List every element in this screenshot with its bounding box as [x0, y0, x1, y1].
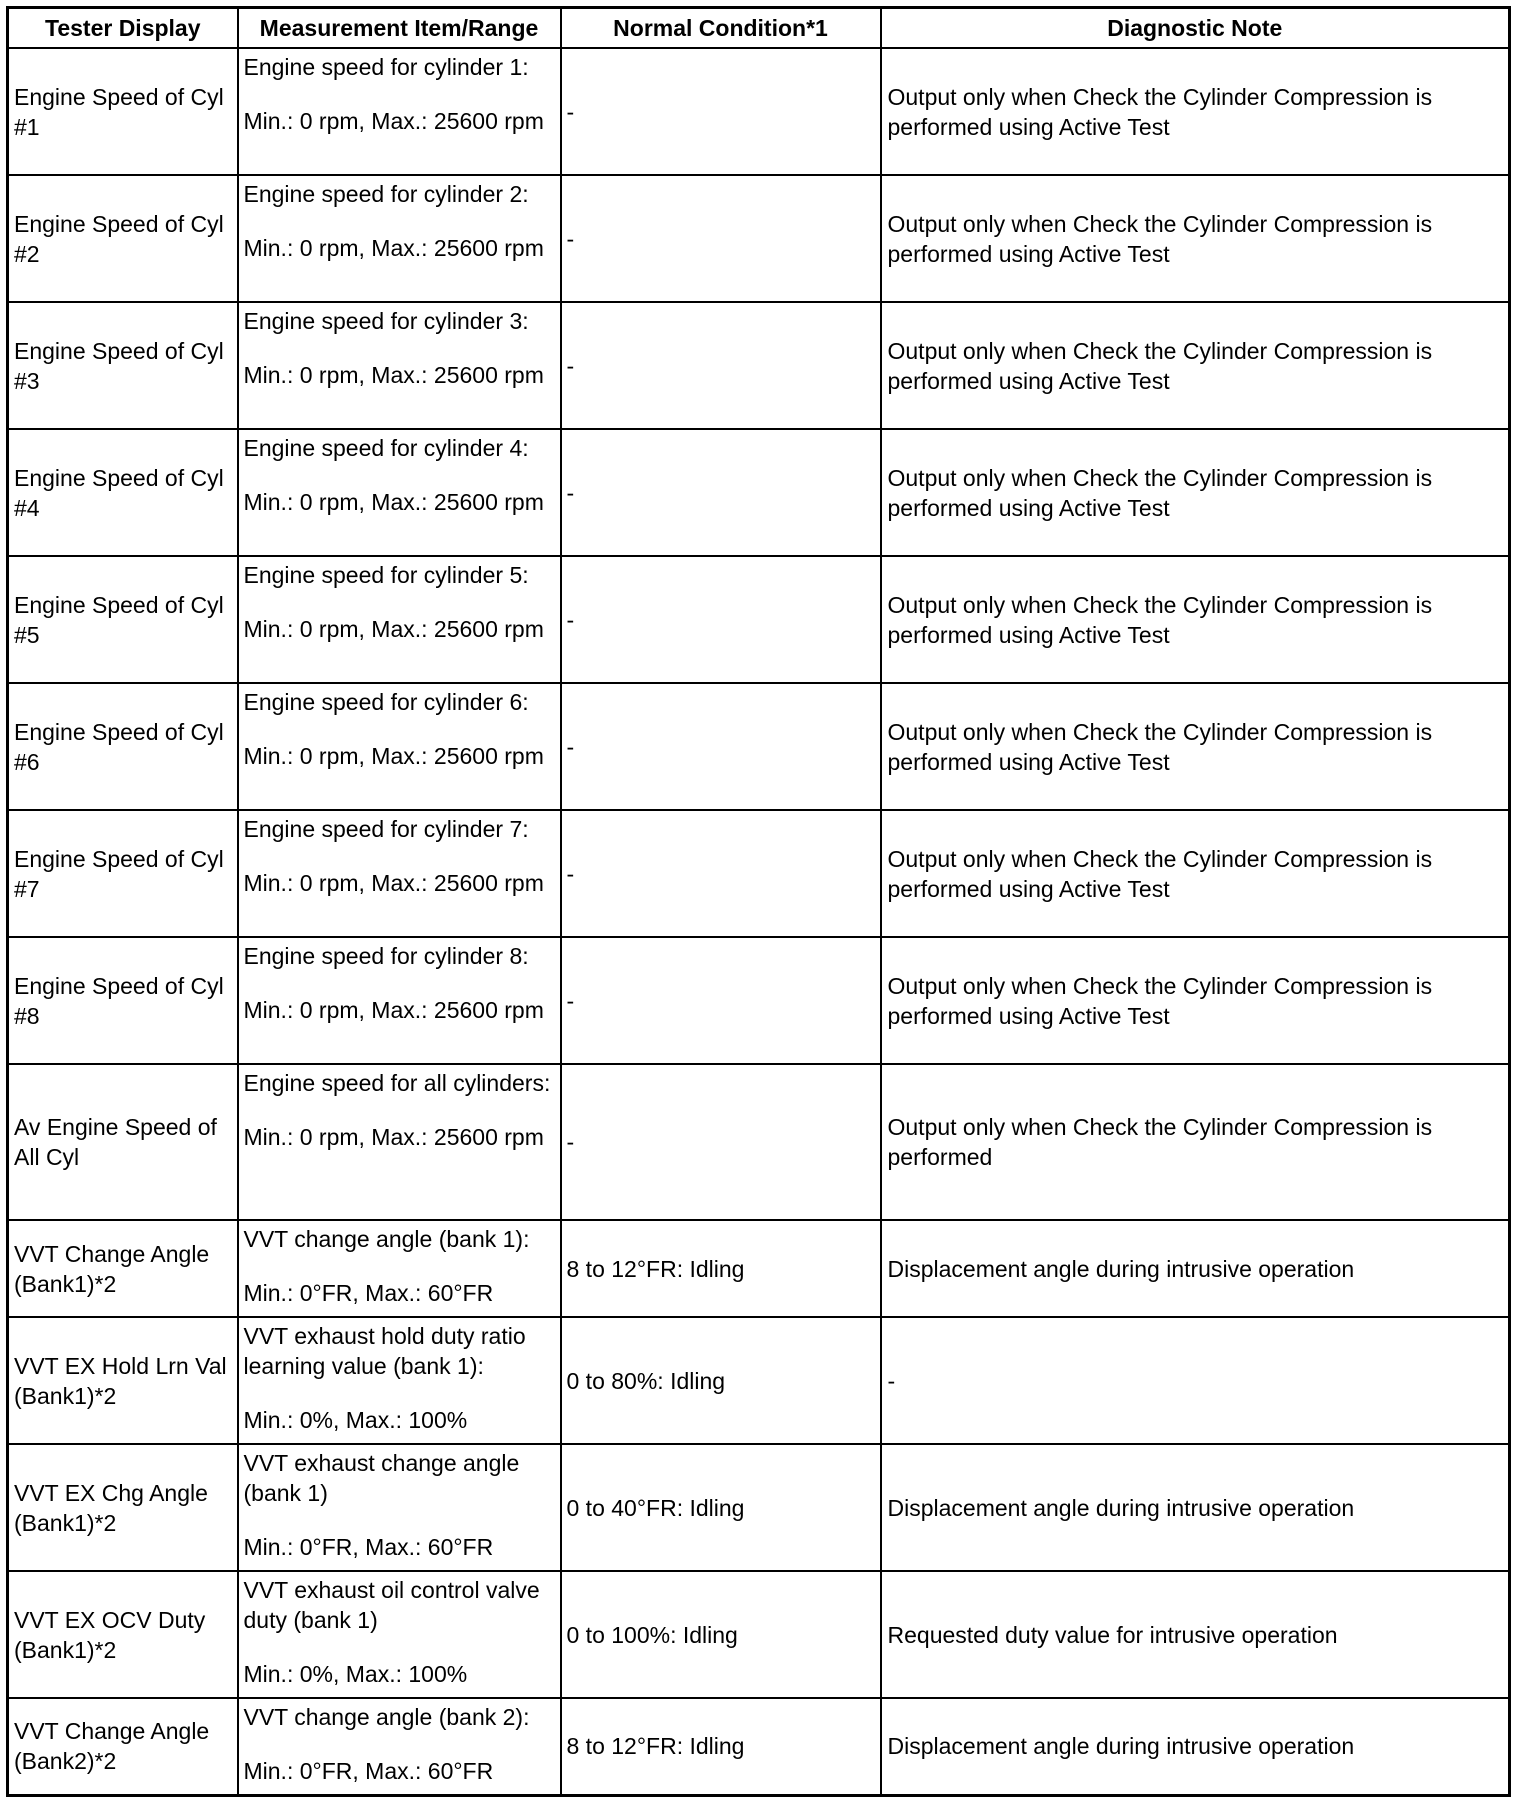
normal-condition-cell: -: [561, 175, 881, 302]
tester-display-cell: VVT EX Hold Lrn Val (Bank1)*2: [8, 1317, 238, 1444]
normal-condition-cell: -: [561, 1064, 881, 1220]
measurement-cell: [238, 1571, 561, 1698]
measurement-item: VVT exhaust hold duty ratio learning value (bank 1):: [243, 1323, 526, 1379]
table-row: [8, 683, 1510, 810]
measurement-cell: [238, 1698, 561, 1795]
measurement-cell: [238, 1064, 561, 1220]
diagnostic-note-cell: Output only when Check the Cylinder Compression is performed using Active Test: [881, 556, 1510, 683]
tester-display-cell: Engine Speed of Cyl #1: [8, 48, 238, 175]
normal-condition-cell: -: [561, 556, 881, 683]
tester-display-cell: Engine Speed of Cyl #6: [8, 683, 238, 810]
measurement-range: Min.: 0 rpm, Max.: 25600 rpm: [243, 235, 544, 261]
table-row: [8, 302, 1510, 429]
diagnostic-note-cell: Displacement angle during intrusive operation: [881, 1444, 1510, 1571]
table-row: [8, 48, 1510, 175]
measurement-cell: [238, 1317, 561, 1444]
measurement-item: VVT change angle (bank 2):: [243, 1704, 530, 1730]
measurement-range: Min.: 0 rpm, Max.: 25600 rpm: [243, 997, 544, 1023]
normal-condition-cell: 0 to 40°FR: Idling: [561, 1444, 881, 1571]
table-row: [8, 1220, 1510, 1317]
measurement-range: Min.: 0°FR, Max.: 60°FR: [243, 1534, 494, 1560]
measurement-range: Min.: 0 rpm, Max.: 25600 rpm: [243, 870, 544, 896]
measurement-item: Engine speed for cylinder 2:: [243, 181, 529, 207]
normal-condition-cell: -: [561, 429, 881, 556]
header-tester-display: Tester Display: [8, 8, 238, 49]
measurement-range: Min.: 0 rpm, Max.: 25600 rpm: [243, 362, 544, 388]
measurement-range: Min.: 0 rpm, Max.: 25600 rpm: [243, 108, 544, 134]
tester-display-cell: Engine Speed of Cyl #4: [8, 429, 238, 556]
tester-display-cell: VVT Change Angle (Bank2)*2: [8, 1698, 238, 1795]
tester-display-cell: Av Engine Speed of All Cyl: [8, 1064, 238, 1220]
normal-condition-cell: 8 to 12°FR: Idling: [561, 1220, 881, 1317]
diagnostic-note-cell: Displacement angle during intrusive operation: [881, 1698, 1510, 1795]
measurement-item: VVT exhaust change angle (bank 1): [243, 1450, 520, 1506]
tester-display-cell: Engine Speed of Cyl #7: [8, 810, 238, 937]
diagnostic-note-cell: Output only when Check the Cylinder Compression is performed: [881, 1064, 1510, 1220]
measurement-cell: [238, 175, 561, 302]
measurement-cell: [238, 302, 561, 429]
measurement-item: Engine speed for cylinder 6:: [243, 689, 529, 715]
diagnostic-note-cell: -: [881, 1317, 1510, 1444]
data-list-table: [6, 6, 1511, 1797]
measurement-cell: [238, 48, 561, 175]
measurement-item: Engine speed for cylinder 7:: [243, 816, 529, 842]
measurement-cell: [238, 1444, 561, 1571]
measurement-item: Engine speed for all cylinders:: [243, 1070, 551, 1096]
measurement-cell: [238, 429, 561, 556]
tester-display-cell: Engine Speed of Cyl #2: [8, 175, 238, 302]
tester-display-cell: Engine Speed of Cyl #8: [8, 937, 238, 1064]
normal-condition-cell: 8 to 12°FR: Idling: [561, 1698, 881, 1795]
measurement-cell: [238, 810, 561, 937]
measurement-range: Min.: 0 rpm, Max.: 25600 rpm: [243, 743, 544, 769]
header-normal-condition: Normal Condition*1: [561, 8, 881, 49]
measurement-range: Min.: 0 rpm, Max.: 25600 rpm: [243, 616, 544, 642]
tester-display-cell: VVT EX OCV Duty (Bank1)*2: [8, 1571, 238, 1698]
diagnostic-note-cell: Output only when Check the Cylinder Compression is performed using Active Test: [881, 810, 1510, 937]
measurement-item: Engine speed for cylinder 3:: [243, 308, 529, 334]
measurement-range: Min.: 0°FR, Max.: 60°FR: [243, 1758, 494, 1784]
diagnostic-note-cell: Displacement angle during intrusive operation: [881, 1220, 1510, 1317]
measurement-item: Engine speed for cylinder 8:: [243, 943, 529, 969]
table-row: [8, 1444, 1510, 1571]
header-measurement-item: Measurement Item/Range: [238, 8, 561, 49]
diagnostic-note-cell: Output only when Check the Cylinder Compression is performed using Active Test: [881, 302, 1510, 429]
normal-condition-cell: -: [561, 810, 881, 937]
measurement-item: Engine speed for cylinder 1:: [243, 54, 529, 80]
normal-condition-cell: -: [561, 683, 881, 810]
header-diagnostic-note: Diagnostic Note: [881, 8, 1510, 49]
normal-condition-cell: -: [561, 302, 881, 429]
measurement-cell: [238, 556, 561, 683]
normal-condition-cell: -: [561, 937, 881, 1064]
measurement-range: Min.: 0 rpm, Max.: 25600 rpm: [243, 489, 544, 515]
measurement-range: Min.: 0 rpm, Max.: 25600 rpm: [243, 1124, 544, 1150]
measurement-range: Min.: 0%, Max.: 100%: [243, 1407, 468, 1433]
normal-condition-cell: 0 to 80%: Idling: [561, 1317, 881, 1444]
table-row: [8, 1064, 1510, 1220]
diagnostic-note-cell: Output only when Check the Cylinder Compression is performed using Active Test: [881, 937, 1510, 1064]
measurement-range: Min.: 0%, Max.: 100%: [243, 1661, 468, 1687]
table-row: [8, 937, 1510, 1064]
diagnostic-note-cell: Requested duty value for intrusive operation: [881, 1571, 1510, 1698]
measurement-range: Min.: 0°FR, Max.: 60°FR: [243, 1280, 494, 1306]
diagnostic-note-cell: Output only when Check the Cylinder Compression is performed using Active Test: [881, 48, 1510, 175]
tester-display-cell: VVT Change Angle (Bank1)*2: [8, 1220, 238, 1317]
table-row: [8, 556, 1510, 683]
measurement-cell: [238, 1220, 561, 1317]
table-row: [8, 1698, 1510, 1795]
measurement-item: VVT exhaust oil control valve duty (bank 1): [243, 1577, 540, 1633]
table-row: [8, 1571, 1510, 1698]
table-row: [8, 175, 1510, 302]
tester-display-cell: VVT EX Chg Angle (Bank1)*2: [8, 1444, 238, 1571]
table-header-row: [8, 8, 1510, 49]
measurement-item: VVT change angle (bank 1):: [243, 1226, 530, 1252]
diagnostic-note-cell: Output only when Check the Cylinder Compression is performed using Active Test: [881, 683, 1510, 810]
measurement-cell: [238, 937, 561, 1064]
table-row: [8, 810, 1510, 937]
normal-condition-cell: -: [561, 48, 881, 175]
measurement-cell: [238, 683, 561, 810]
normal-condition-cell: 0 to 100%: Idling: [561, 1571, 881, 1698]
table-row: [8, 429, 1510, 556]
tester-display-cell: Engine Speed of Cyl #3: [8, 302, 238, 429]
measurement-item: Engine speed for cylinder 5:: [243, 562, 529, 588]
measurement-item: Engine speed for cylinder 4:: [243, 435, 529, 461]
table-row: [8, 1317, 1510, 1444]
diagnostic-note-cell: Output only when Check the Cylinder Compression is performed using Active Test: [881, 175, 1510, 302]
diagnostic-note-cell: Output only when Check the Cylinder Compression is performed using Active Test: [881, 429, 1510, 556]
tester-display-cell: Engine Speed of Cyl #5: [8, 556, 238, 683]
